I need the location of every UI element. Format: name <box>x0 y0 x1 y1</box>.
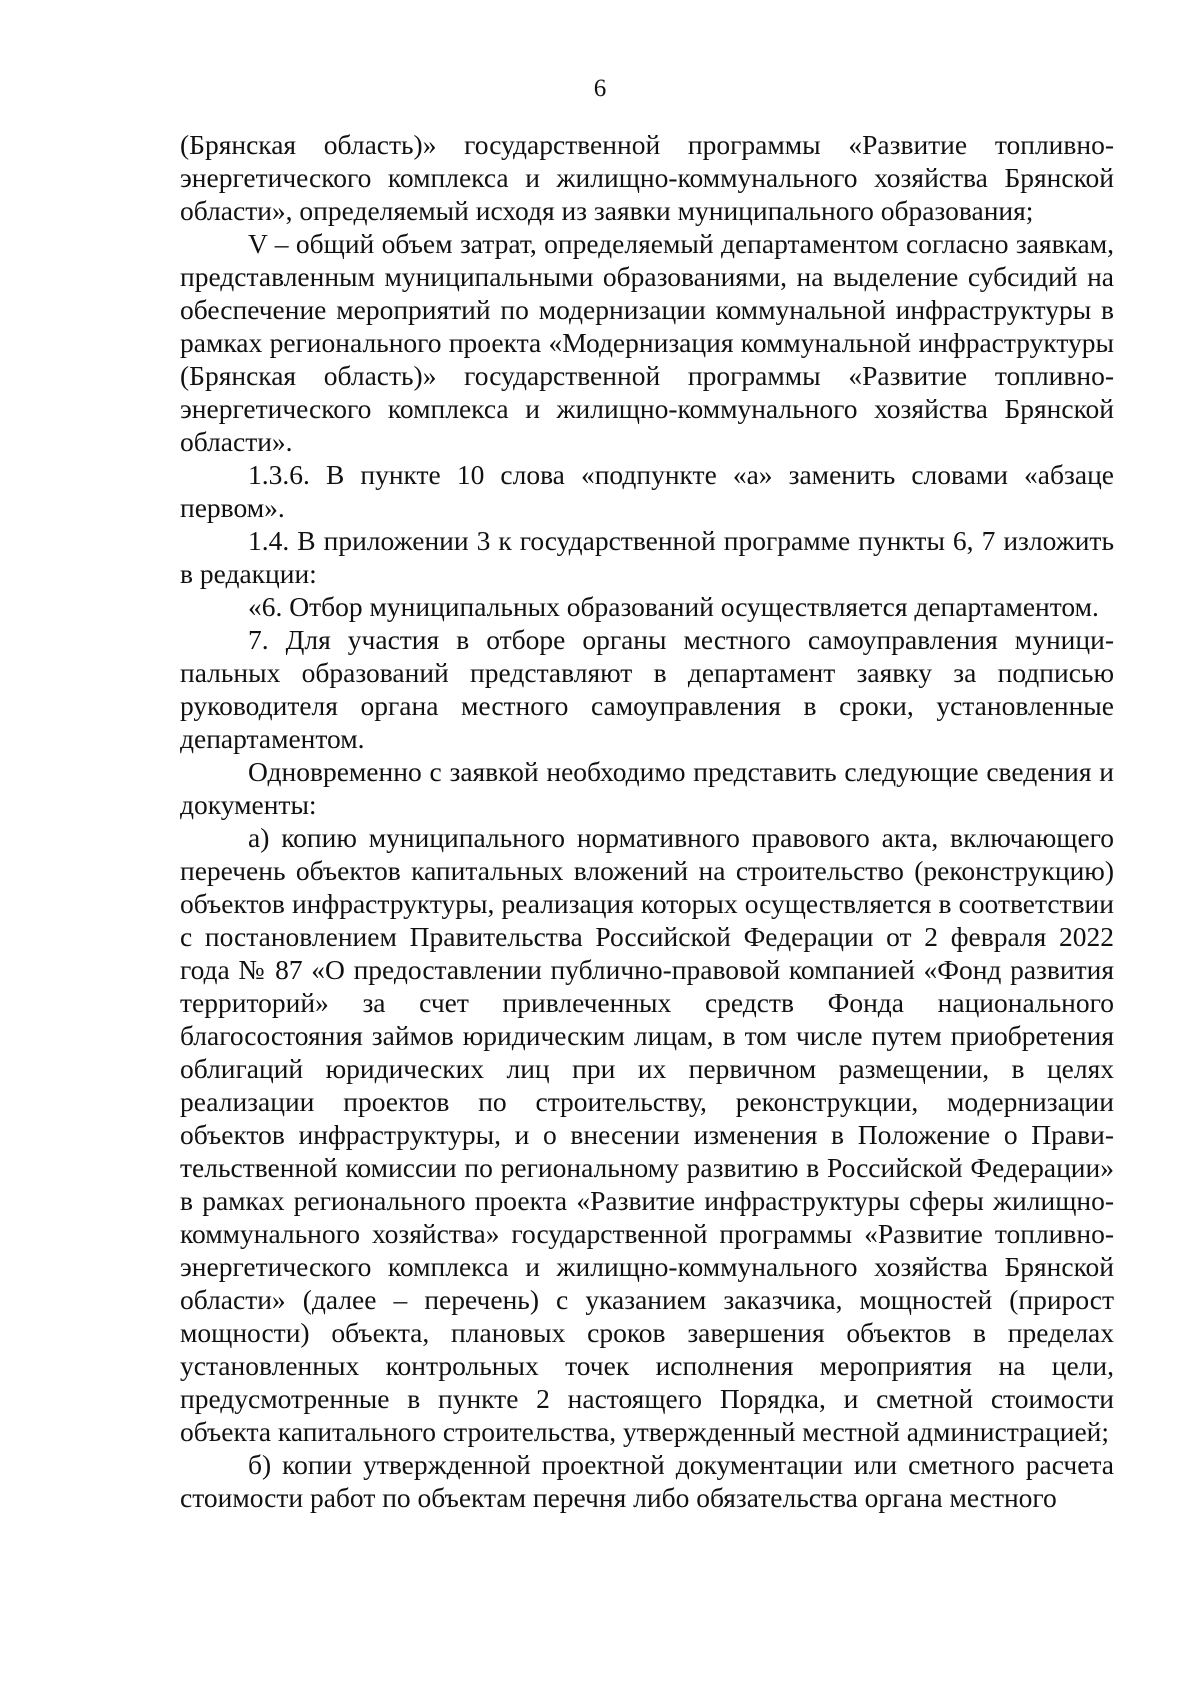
paragraph-item-a: а) копию муниципального нормативного правового акта, включающего перечень объектов капитальных вложений на строительство (реконструкцию) объектов инфраструктуры, реализация которых осуществляется в соответствии с постановлением Правительства Российской Федерации от 2 февраля 2022 года № 87 «О предоставлении публично-правовой компанией «Фонд развития территорий» за счет привлеченных средств Фонда национального благосостояния займов юридическим лицам, в том числе путем приобретения облигаций юридических лиц при их первичном размещении, в целях реализации проектов по строительству, реконструкции, модернизации объектов инфраструктуры, и о внесении изменения в Положение о Правительственной комиссии по региональному развитию в Российской Федерации» в рамках регионального проекта «Развитие инфраструктуры сферы жилищно-коммунального хозяйства» государственной программы «Развитие топливно-энергетического комплекса и жилищно-коммунального хозяйства Брянской области» (далее – перечень) с указанием заказчика, мощностей (прирост мощности) объекта, плановых сроков завершения объектов в пределах установленных контрольных точек исполнения мероприятия на цели, предусмотренные в пункте 2 настоящего Порядка, и сметной стоимости объекта капитального строительства, утвержденный местной администрацией; <box>180 822 1114 1447</box>
document-body <box>180 128 1114 1514</box>
page-number: 6 <box>593 75 607 102</box>
paragraph-item-7: 7. Для участия в отборе органы местного самоуправления муниципальных образований представляют в департамент заявку за подписью руководителя органа местного самоуправления в сроки, установленные департаментом. <box>180 624 1114 754</box>
paragraph-item-6: «6. Отбор муниципальных образований осуществляется департаментом. <box>248 591 1099 622</box>
paragraph-item-b: б) копии утвержденной проектной документации или сметного расчета стоимости работ по объектам перечня либо обязательства органа местного <box>180 1449 1114 1513</box>
paragraph-1-4: 1.4. В приложении 3 к государственной программе пункты 6, 7 изложить в редакции: <box>180 525 1114 589</box>
paragraph-documents-intro: Одновременно с заявкой необходимо представить следующие сведения и документы: <box>180 756 1114 820</box>
paragraph-continuation: (Брянская область)» государственной программы «Развитие топливно-энергетического комплекса и жилищно-коммунального хозяйства Брянской области», определяемый исходя из заявки муниципального образования; <box>180 129 1114 226</box>
paragraph-v-definition: V – общий объем затрат, определяемый департаментом согласно заявкам, представленным муниципальными образованиями, на выделение субсидий на обеспечение мероприятий по модернизации коммунальной инфраструктуры в рамках регионального проекта «Модернизация коммунальной инфраструктуры (Брянская область)» государственной программы «Развитие топливно-энергетического комплекса и жилищно-коммунального хозяйства Брянской области». <box>180 228 1114 457</box>
paragraph-1-3-6: 1.3.6. В пункте 10 слова «подпункте «а» заменить словами «абзаце первом». <box>180 459 1114 523</box>
